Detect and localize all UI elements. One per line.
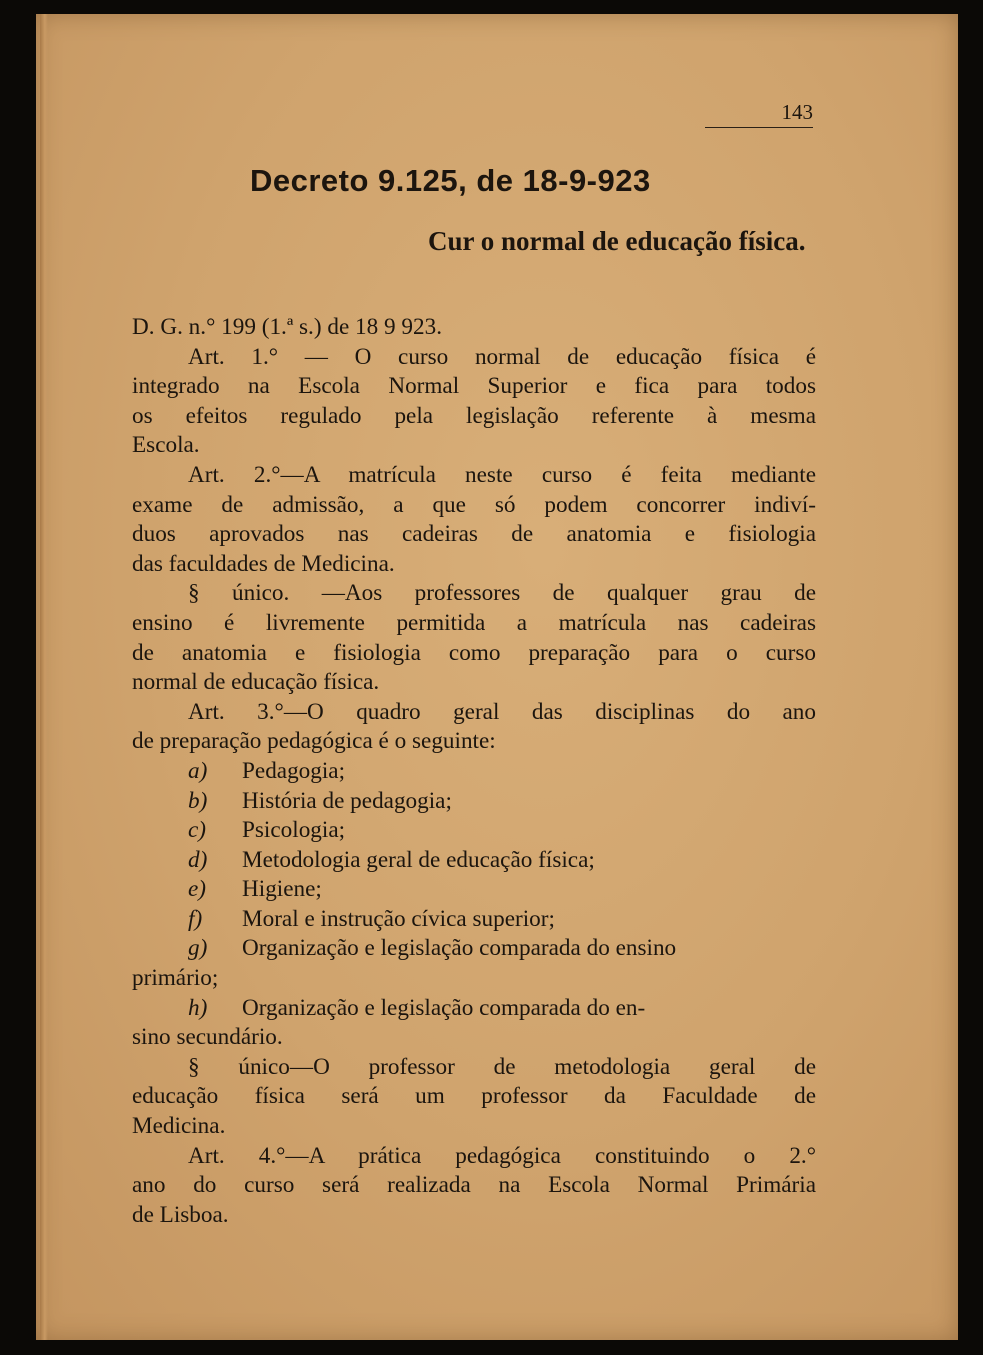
list-item-text: Higiene; [242,876,322,903]
decree-body [132,313,816,1230]
list-item [132,934,816,964]
text-line: D. G. n.° 199 (1.ª s.) de 18 9 923. [132,314,442,340]
text-line: Art. 2.°—A matrícula neste curso é feita mediante [188,461,816,488]
text-line: Medicina. [132,1113,226,1140]
list-item [132,905,816,935]
list-item-text: Moral e instrução cívica superior; [242,905,555,932]
text-line: integrado na Escola Normal Superior e fica para todos [132,373,816,400]
list-item [132,875,816,905]
text-line: das faculdades de Medicina. [132,550,395,577]
list-item-text: Metodologia geral de educação física; [242,846,595,873]
list-item-label: f) [188,905,203,932]
text-line: § único. —Aos professores de qualquer grau de [188,580,816,607]
list-item-label: g) [188,935,208,962]
decree-title: Decreto 9.125, de 18-9-923 [250,163,651,198]
list-item-label: d) [188,846,208,873]
text-line: duos aprovados nas cadeiras de anatomia e fisiologia [132,521,816,548]
list-item-text: Organização e legislação comparada do ensino [242,935,677,962]
list-item [132,757,816,787]
list-item-label: e) [188,876,207,903]
list-item-text: História de pedagogia; [242,787,452,814]
text-line: ensino é livremente permitida a matrícula nas cadeiras [132,609,816,636]
text-line: sino secundário. [132,1024,283,1051]
text-line: Art. 4.°—A prática pedagógica constituindo o 2.° [188,1142,816,1169]
list-item [132,816,816,846]
text-line: § único—O professor de metodologia geral de [188,1053,816,1080]
list-item [132,787,816,817]
text-line: Art. 1.° — O curso normal de educação física é [188,343,816,370]
text-line: ano do curso será realizada na Escola Normal Primária [132,1172,816,1199]
list-item-text: Pedagogia; [242,757,346,784]
text-line: os efeitos regulado pela legislação referente à mesma [132,402,816,429]
list-item-label: c) [188,817,207,844]
text-line: Art. 3.°—O quadro geral das disciplinas do ano [188,698,816,725]
page-fold [40,14,48,1340]
text-line: normal de educação física. [132,669,380,696]
list-item-label: b) [188,787,208,814]
text-line: primário; [132,965,219,992]
list-item [132,846,816,876]
text-line: exame de admissão, a que só podem concorrer indiví- [132,491,816,518]
text-line: de preparação pedagógica é o seguinte: [132,728,496,755]
list-item [132,994,816,1024]
decree-subtitle: Cur o normal de educação física. [428,226,806,256]
text-line: Escola. [132,432,200,459]
list-item-text: Organização e legislação comparada do en- [242,994,646,1021]
list-item-text: Psicologia; [242,817,346,844]
list-item-label: a) [188,757,208,784]
text-line: educação física será um professor da Faculdade de [132,1083,816,1110]
list-item-label: h) [188,994,208,1021]
page-number: 143 [705,100,813,128]
text-line: de Lisboa. [132,1201,229,1228]
text-line: de anatomia e fisiologia como preparação para o curso [132,639,816,666]
